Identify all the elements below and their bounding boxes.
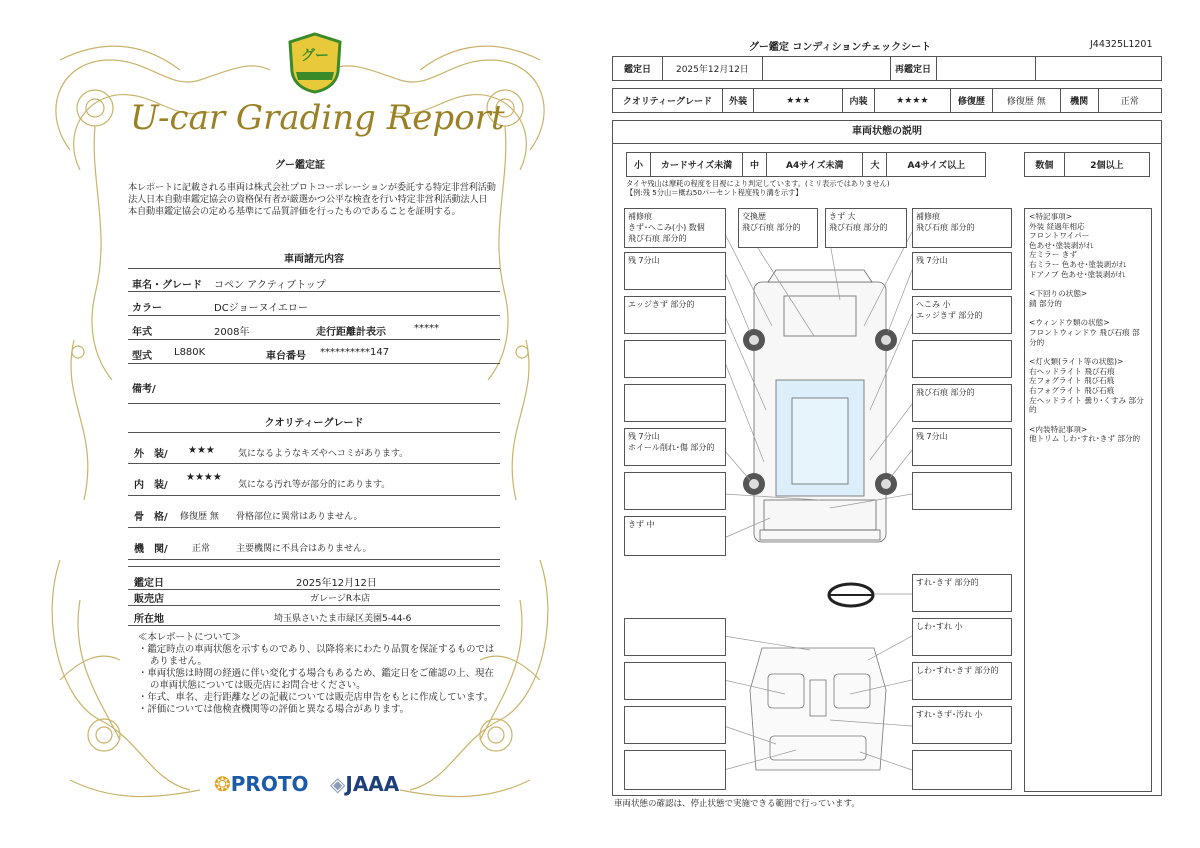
note-line: 左ミラー きず bbox=[1029, 250, 1077, 260]
report-notes bbox=[138, 632, 498, 716]
label: 備考/ bbox=[132, 384, 156, 395]
label: カラー bbox=[132, 303, 162, 314]
spec-heading: 車両諸元内容 bbox=[284, 254, 344, 265]
note-line: フロントワイパー bbox=[1029, 231, 1090, 241]
label: 走行距離計表示 bbox=[316, 327, 386, 338]
int-cell bbox=[912, 750, 1012, 790]
int-cell bbox=[624, 618, 726, 656]
text: 主要機関に不具合はありません。 bbox=[236, 544, 372, 554]
date-label: 鑑定日 bbox=[613, 57, 663, 81]
certificate-title: グー鑑定証 bbox=[275, 160, 325, 171]
interior-diagram bbox=[750, 648, 886, 770]
spacer bbox=[1029, 415, 1147, 425]
engine-label: 機関 bbox=[1060, 89, 1098, 113]
stars: ★★★★ bbox=[186, 472, 222, 483]
label: 内 装/ bbox=[134, 480, 168, 491]
repair-label: 修復歴 bbox=[950, 89, 992, 113]
steering-wheel-icon bbox=[829, 584, 873, 606]
label: 車台番号 bbox=[266, 351, 306, 362]
legend-small-desc: カードサイズ未満 bbox=[651, 153, 743, 177]
int-label: 内装 bbox=[843, 89, 875, 113]
ext-cell: エッジきず 部分的 bbox=[624, 296, 726, 334]
ext-cell: 補修痕 飛び石痕 部分的 bbox=[912, 208, 1012, 248]
note-line: 色あせ･塗装剥がれ bbox=[1029, 240, 1094, 250]
label: 骨 格/ bbox=[134, 512, 168, 523]
shield-badge-icon bbox=[286, 32, 344, 94]
stars: ★★★ bbox=[188, 445, 215, 456]
value: ガレージR本店 bbox=[310, 594, 371, 604]
jaaa-logo: ◈JAAA bbox=[330, 772, 400, 796]
grade-label: クオリティーグレード bbox=[613, 89, 723, 113]
note-line: 左ヘッドライト 曇り･くすみ 部分的 bbox=[1029, 395, 1144, 415]
ext-value: ★★★ bbox=[754, 89, 843, 113]
note-line: 右フォグライト 飛び石痕 bbox=[1029, 385, 1115, 395]
ext-label: 外装 bbox=[722, 89, 754, 113]
note-line: <下回りの状態> bbox=[1029, 289, 1088, 299]
label: 所在地 bbox=[134, 614, 164, 625]
note-line: 外装 経過年相応 bbox=[1029, 221, 1085, 231]
legend-small: 小 bbox=[627, 153, 651, 177]
goo-appraisal-badge bbox=[286, 32, 344, 94]
value: 修復歴 無 bbox=[180, 512, 219, 522]
label: 機 関/ bbox=[134, 544, 168, 555]
text: 気になる汚れ等が部分的にあります。 bbox=[238, 480, 391, 490]
legend-mid: 中 bbox=[743, 153, 767, 177]
note-item: ・車両状態は時間の経過に伴い変化する場合もあるため、鑑定日をご確認の上、現在の車両状態については販売店にお問合せください。 bbox=[138, 668, 494, 691]
note-line: <特記事項> bbox=[1029, 212, 1073, 221]
svg-text:グー: グー bbox=[301, 48, 329, 64]
label: 外 装/ bbox=[134, 449, 168, 460]
value: 埼玉県さいたま市緑区美園5-44-6 bbox=[274, 614, 412, 624]
ext-cell bbox=[912, 472, 1012, 510]
note-line: 他トリム しわ･すれ･きず 部分的 bbox=[1029, 434, 1141, 444]
quality-heading: クオリティーグレード bbox=[264, 418, 364, 429]
sheet-code: J44325L1201 bbox=[1090, 39, 1153, 50]
note-line: 錆 部分的 bbox=[1029, 298, 1062, 308]
note-line: 左フォグライト 飛び石痕 bbox=[1029, 376, 1115, 386]
int-cell: しわ･すれ･きず 部分的 bbox=[912, 662, 1012, 700]
logos bbox=[214, 770, 414, 800]
value: ***** bbox=[414, 323, 439, 334]
repair-value: 修復歴 無 bbox=[993, 89, 1061, 113]
tire-note-line: 【例:残 5分山＝概ね50パーセント程度残り溝を示す】 bbox=[626, 188, 803, 197]
value: 2008年 bbox=[214, 327, 250, 338]
note-line: <ウィンドウ類の状態> bbox=[1029, 318, 1110, 328]
ext-cell bbox=[624, 340, 726, 378]
ext-cell: 残 7分山 ホイール削れ･傷 部分的 bbox=[624, 428, 726, 466]
certificate-body: 本レポートに記載される車両は株式会社プロトコーポレーションが委託する特定非営利活動法人日本自動車鑑定協会の資格保有者が厳選かつ公平な検査を行い特定非営利活動法人日本自動車鑑定協会の定める基準にて品質評価を行ったものであることを証明する。 bbox=[128, 182, 496, 217]
spec-row-model bbox=[128, 340, 500, 364]
note-line: フロントウィンドウ 飛び石痕 部分的 bbox=[1029, 327, 1140, 347]
spacer bbox=[1029, 308, 1147, 318]
value: コペン アクティブトップ bbox=[214, 280, 326, 291]
special-notes bbox=[1024, 208, 1152, 792]
note-item: ・鑑定時点の車両状態を示すものであり、以降将来にわたり品質を保証するものではありません。 bbox=[138, 644, 495, 667]
notes-title: ≪本レポートについて≫ bbox=[138, 632, 241, 643]
label: 販売店 bbox=[134, 594, 164, 605]
spacer bbox=[1029, 347, 1147, 357]
int-cell bbox=[624, 662, 726, 700]
address-row bbox=[128, 606, 500, 626]
report-title: U-car Grading Report bbox=[130, 98, 505, 138]
note-line: 右ミラー 色あせ･塗装剥がれ bbox=[1029, 259, 1127, 269]
text: 骨格部位に異常はありません。 bbox=[236, 512, 363, 522]
proto-logo: ❂PROTO bbox=[214, 772, 309, 796]
sheet-title: グー鑑定 コンディションチェックシート bbox=[748, 42, 932, 53]
value: DCジョーヌイエロー bbox=[214, 303, 308, 314]
int-cell: すれ･きず･汚れ 小 bbox=[912, 706, 1012, 744]
ext-cell: 残 7分山 bbox=[912, 428, 1012, 466]
ext-cell: へこみ 小 エッジきず 部分的 bbox=[912, 296, 1012, 334]
label: 型式 bbox=[132, 351, 152, 362]
spec-row-year bbox=[128, 316, 500, 340]
ext-cell bbox=[912, 340, 1012, 378]
value: 正常 bbox=[192, 544, 211, 554]
footnote: 車両状態の確認は、停止状態で実施できる範囲で行っています。 bbox=[614, 799, 860, 809]
note-line: 右ヘッドライト 飛び石痕 bbox=[1029, 366, 1115, 376]
text: 気になるようなキズやヘコミがあります。 bbox=[238, 449, 409, 459]
note-line: ドアノブ 色あせ･塗装剥がれ bbox=[1029, 269, 1126, 279]
legend-large-desc: A4サイズ以上 bbox=[887, 153, 986, 177]
legend-count: 数個 bbox=[1025, 153, 1065, 177]
spec-row-name bbox=[128, 268, 500, 292]
int-cell bbox=[624, 750, 726, 790]
ext-cell: 飛び石痕 部分的 bbox=[912, 384, 1012, 422]
spec-row-remarks bbox=[128, 370, 500, 404]
int-value: ★★★★ bbox=[874, 89, 950, 113]
roof-panel bbox=[792, 398, 848, 484]
value: **********147 bbox=[320, 347, 390, 358]
legend-count-desc: 2個以上 bbox=[1064, 153, 1149, 177]
note-line: <灯火類(ライト等の状態)> bbox=[1029, 357, 1124, 367]
spacer bbox=[1029, 279, 1147, 289]
ext-cell: 補修痕 きず･へこみ(小) 数個 飛び石痕 部分的 bbox=[624, 208, 726, 248]
quality-row-interior bbox=[128, 464, 500, 496]
ext-cell bbox=[624, 384, 726, 422]
quality-row-engine bbox=[128, 528, 500, 560]
label: 車名・グレード bbox=[132, 280, 202, 291]
quality-row-frame bbox=[128, 496, 500, 528]
ext-cell bbox=[624, 472, 726, 510]
condition-check-sheet bbox=[600, 0, 1200, 848]
ext-cell: 交換歴 飛び石痕 部分的 bbox=[738, 208, 818, 248]
quality-row-exterior bbox=[128, 432, 500, 464]
note-line: <内装特記事項> bbox=[1029, 424, 1088, 434]
legend-mid-desc: A4サイズ未満 bbox=[767, 153, 863, 177]
note-item: ・年式、車名、走行距離などの記載については販売店申告をもとに作成しています。 bbox=[138, 692, 494, 703]
int-cell: しわ･すれ 小 bbox=[912, 618, 1012, 656]
label: 年式 bbox=[132, 327, 152, 338]
spec-row-color bbox=[128, 292, 500, 316]
reappraisal-label: 再鑑定日 bbox=[890, 57, 936, 81]
front-bumper bbox=[768, 270, 872, 282]
value: L880K bbox=[174, 347, 206, 358]
label: 鑑定日 bbox=[134, 578, 164, 589]
ext-cell: 残 7分山 bbox=[912, 252, 1012, 290]
shop-row bbox=[128, 586, 500, 606]
ext-cell: きず 中 bbox=[624, 516, 726, 556]
int-cell: すれ･きず 部分的 bbox=[912, 574, 1012, 612]
int-cell bbox=[624, 706, 726, 744]
ext-cell: 残 7分山 bbox=[624, 252, 726, 290]
state-heading: 車両状態の説明 bbox=[612, 120, 1162, 144]
value: 2025年12月12日 bbox=[296, 578, 377, 589]
engine-value: 正常 bbox=[1098, 89, 1161, 113]
tire-note-line: タイヤ残山は摩耗の程度を目視により判定しています。(ミリ表示ではありません) bbox=[626, 179, 890, 188]
date-value: 2025年12月12日 bbox=[662, 57, 762, 81]
ext-cell: きず 大 飛び石痕 部分的 bbox=[825, 208, 907, 248]
note-item: ・評価については他検査機関等の評価と異なる場合があります。 bbox=[138, 704, 409, 715]
legend-large: 大 bbox=[863, 153, 887, 177]
